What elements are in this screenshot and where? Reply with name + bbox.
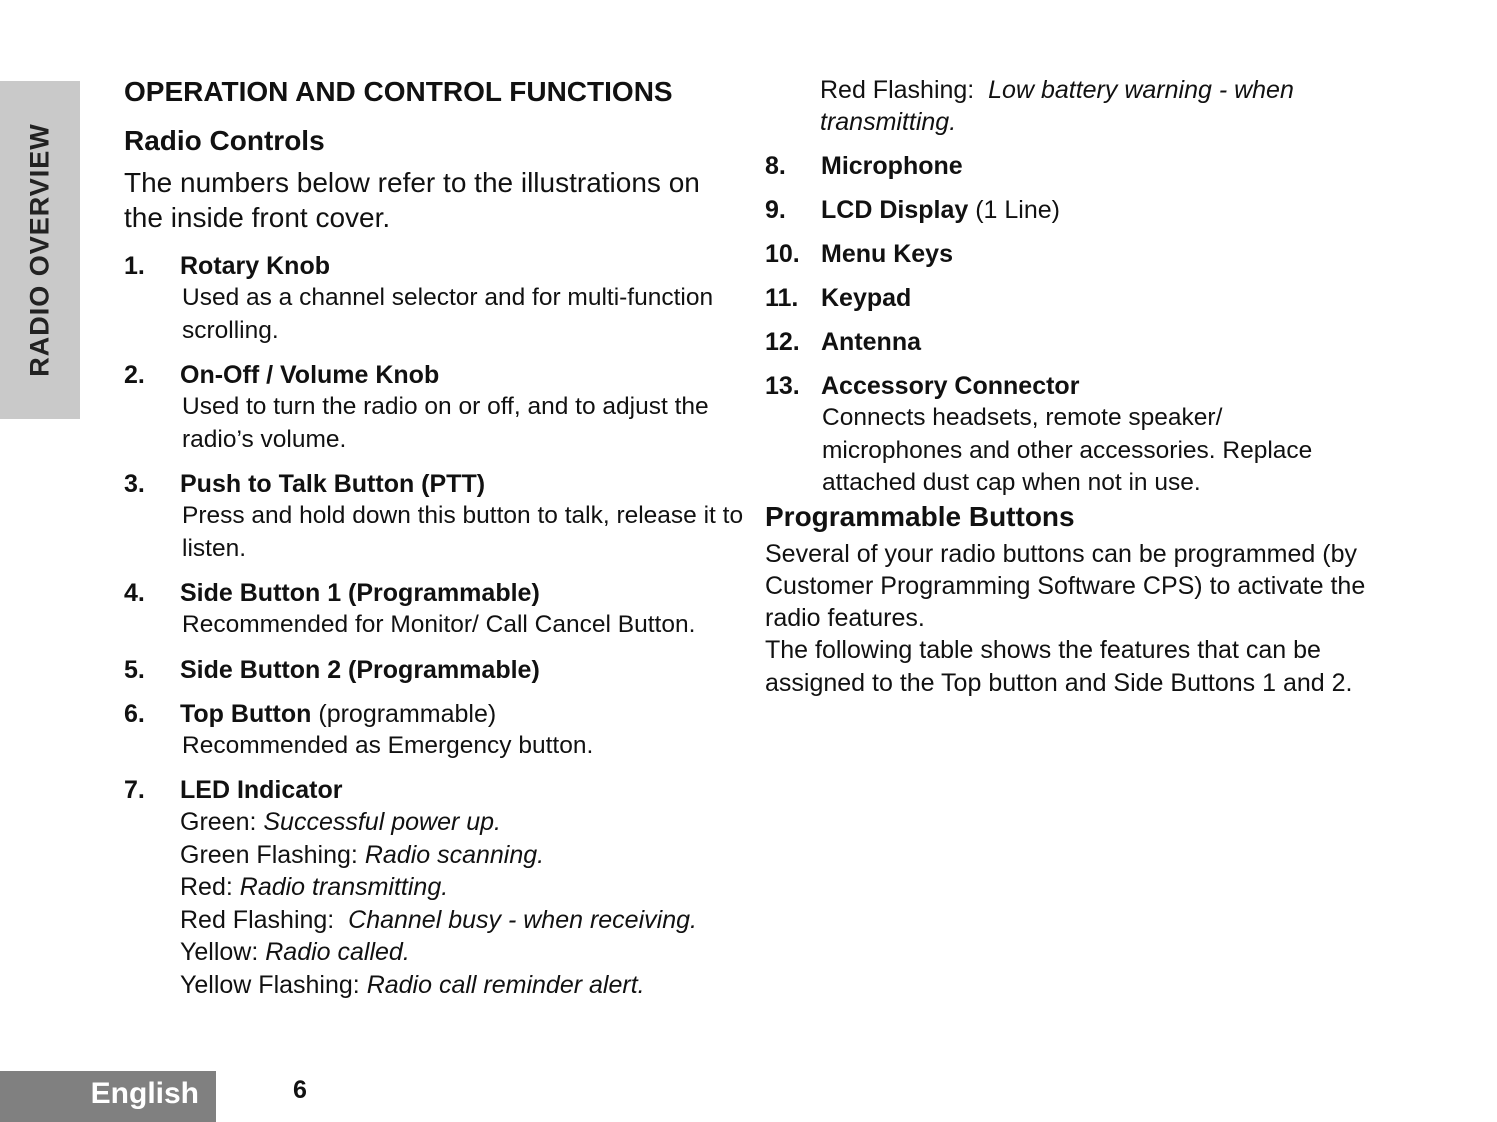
item-description: Press and hold down this button to talk, release it to listen.: [182, 502, 744, 562]
item-description: Recommended as Emergency button.: [182, 731, 594, 759]
item-number: 10.: [765, 240, 800, 268]
item-description: Used as a channel selector and for multi-function scrolling.: [182, 284, 714, 344]
item-title: On-Off / Volume Knob: [180, 361, 440, 389]
item-number: 1.: [124, 252, 145, 280]
control-item-microphone: [765, 150, 1415, 182]
control-item-side-button-1: [124, 577, 744, 642]
control-item-on-off-volume-knob: [124, 359, 744, 456]
item-title: Side Button 2 (Programmable): [180, 655, 540, 684]
section-tab-label: RADIO OVERVIEW: [24, 123, 55, 377]
led-state-green: Green: Successful power up.: [180, 808, 501, 836]
item-number: 9.: [765, 196, 786, 224]
item-title: Keypad: [821, 284, 912, 312]
item-title: Rotary Knob: [180, 252, 330, 280]
led-state-green-flashing: Green Flashing: Radio scanning.: [180, 840, 545, 869]
radio-controls-title: Radio Controls: [124, 125, 325, 156]
control-item-lcd-display: [765, 194, 1415, 226]
item-title-suffix: (programmable): [311, 699, 497, 728]
item-title: Top Button: [180, 699, 312, 728]
item-description: Used to turn the radio on or off, and to adjust the radio’s volume.: [182, 393, 709, 453]
item-number: 2.: [124, 361, 145, 389]
programmable-buttons-title: Programmable Buttons: [765, 500, 1075, 532]
item-title: Menu Keys: [821, 240, 953, 268]
control-item-accessory-connector: [765, 370, 1415, 500]
radio-controls-intro: The numbers below refer to the illustrations on the inside front cover.: [124, 167, 700, 233]
item-number: 8.: [765, 152, 786, 180]
control-item-menu-keys: [765, 238, 1415, 270]
control-item-rotary-knob: [124, 250, 744, 347]
item-title: Push to Talk Button (PTT): [180, 470, 486, 498]
control-item-led-indicator: [124, 774, 744, 1001]
item-number: 4.: [124, 579, 145, 607]
led-state-yellow: Yellow: Radio called.: [180, 938, 410, 966]
item-title: LED Indicator: [180, 776, 343, 804]
side-tab: [0, 81, 80, 419]
item-title: Accessory Connector: [821, 372, 1080, 400]
item-number: 5.: [124, 655, 145, 684]
control-item-keypad: [765, 282, 1415, 314]
item-title: Side Button 1 (Programmable): [180, 579, 540, 607]
item-title-suffix: (1 Line): [968, 196, 1060, 224]
item-number: 11.: [765, 284, 799, 312]
item-title: Antenna: [821, 328, 921, 356]
item-number: 6.: [124, 699, 145, 728]
control-item-side-button-2: [124, 654, 744, 686]
control-item-top-button: [124, 698, 744, 763]
language-tab: [0, 1071, 216, 1122]
language-label: English: [90, 1077, 199, 1110]
led-state-red-flashing-low-battery: Red Flashing: Low battery warning - when transmitting.: [820, 76, 1294, 136]
item-title: Microphone: [821, 152, 963, 180]
led-state-red: Red: Radio transmitting.: [180, 873, 449, 901]
item-number: 3.: [124, 470, 145, 498]
item-title: LCD Display: [821, 196, 969, 224]
left-column: [124, 74, 744, 1013]
programmable-buttons-paragraph-1: Several of your radio buttons can be programmed (by Customer Programming Software CPS) to activate the radio features.: [765, 539, 1366, 633]
item-description: Connects headsets, remote speaker/ microphones and other accessories. Replace attached dust cap when not in use.: [822, 404, 1313, 496]
item-number: 12.: [765, 328, 800, 356]
programmable-buttons-paragraph-2: The following table shows the features that can be assigned to the Top button and Side Buttons 1 and 2.: [765, 636, 1353, 697]
item-number: 13.: [765, 372, 800, 400]
led-state-yellow-flashing: Yellow Flashing: Radio call reminder alert.: [180, 970, 645, 999]
item-number: 7.: [124, 776, 145, 804]
item-description: Recommended for Monitor/ Call Cancel Button.: [182, 611, 696, 638]
control-item-antenna: [765, 326, 1415, 358]
led-state-red-flashing: Red Flashing: Channel busy - when receiving.: [180, 905, 697, 934]
page-number: 6: [293, 1076, 307, 1104]
control-item-ptt: [124, 468, 744, 565]
page-heading: OPERATION AND CONTROL FUNCTIONS: [124, 76, 673, 107]
right-column: [765, 74, 1415, 699]
